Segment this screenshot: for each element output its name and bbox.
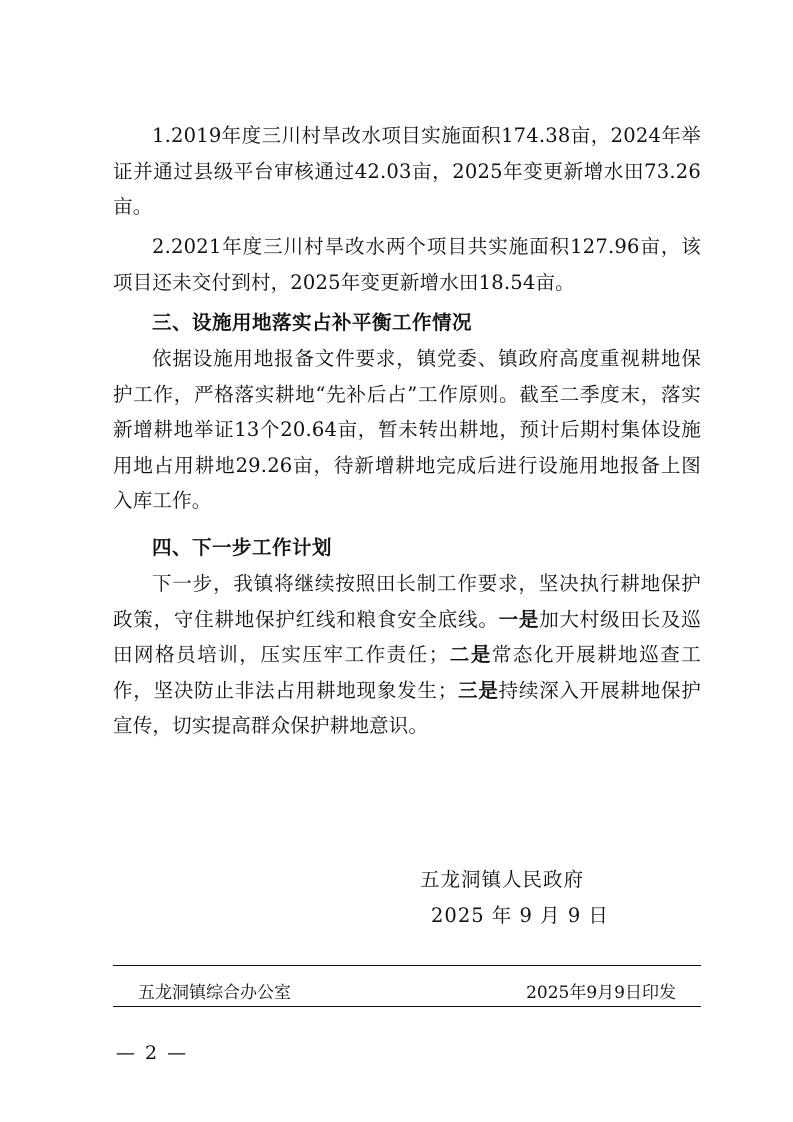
plan-point-2: 常态化开展耕地巡查工作，坚决防止非法占用耕地现象发生；: [113, 643, 702, 702]
signature-organization: 五龙洞镇人民政府: [420, 868, 585, 891]
plan-point-3-lead: 三是: [457, 678, 499, 702]
page-number: — 2 —: [116, 1042, 189, 1064]
signature-date: 2025 年 9 月 9 日: [431, 904, 609, 927]
section-heading-4: 四、下一步工作计划: [152, 536, 333, 559]
paragraph-item-1: 1.2019年度三川村旱改水项目实施面积174.38亩，2024年举证并通过县级平台审核通过42.03亩，2025年变更新增水田73.26亩。: [113, 124, 701, 219]
footer-office: 五龙洞镇综合办公室: [138, 983, 291, 1003]
paragraph-item-2: 2.2021年度三川村旱改水两个项目共实施面积127.96亩，该项目还未交付到村，2025年变更新增水田18.54亩。: [113, 235, 701, 294]
plan-point-3: 持续深入开展耕地保护宣传，切实提高群众保护耕地意识。: [113, 678, 701, 738]
plan-intro: 下一步，我镇将继续按照田长制工作要求，坚决执行耕地保护政策，守住耕地保护红线和粮食安全底线。: [113, 572, 701, 631]
footer-top-rule: [113, 965, 701, 966]
plan-point-2-lead: 二是: [448, 643, 492, 667]
section-heading-3: 三、设施用地落实占补平衡工作情况: [152, 311, 473, 334]
paragraph-section-3: 依据设施用地报备文件要求，镇党委、镇政府高度重视耕地保护工作，严格落实耕地“先补后占”工作原则。截至二季度末，落实新增耕地举证13个20.64亩，暂未转出耕地，预计后期村集体设施用地占用耕地29.26亩，待新增耕地完成后进行设施用地报备上图入库工作。: [113, 347, 701, 513]
plan-point-1-lead: 一是: [498, 607, 540, 631]
paragraph-section-4: [113, 566, 701, 744]
footer-issue-date: 2025年9月9日印发: [526, 983, 676, 1003]
plan-point-1: 加大村级田长及巡田网格员培训，压实压牢工作责任；: [113, 607, 701, 667]
footer-bottom-rule: [113, 1006, 701, 1007]
